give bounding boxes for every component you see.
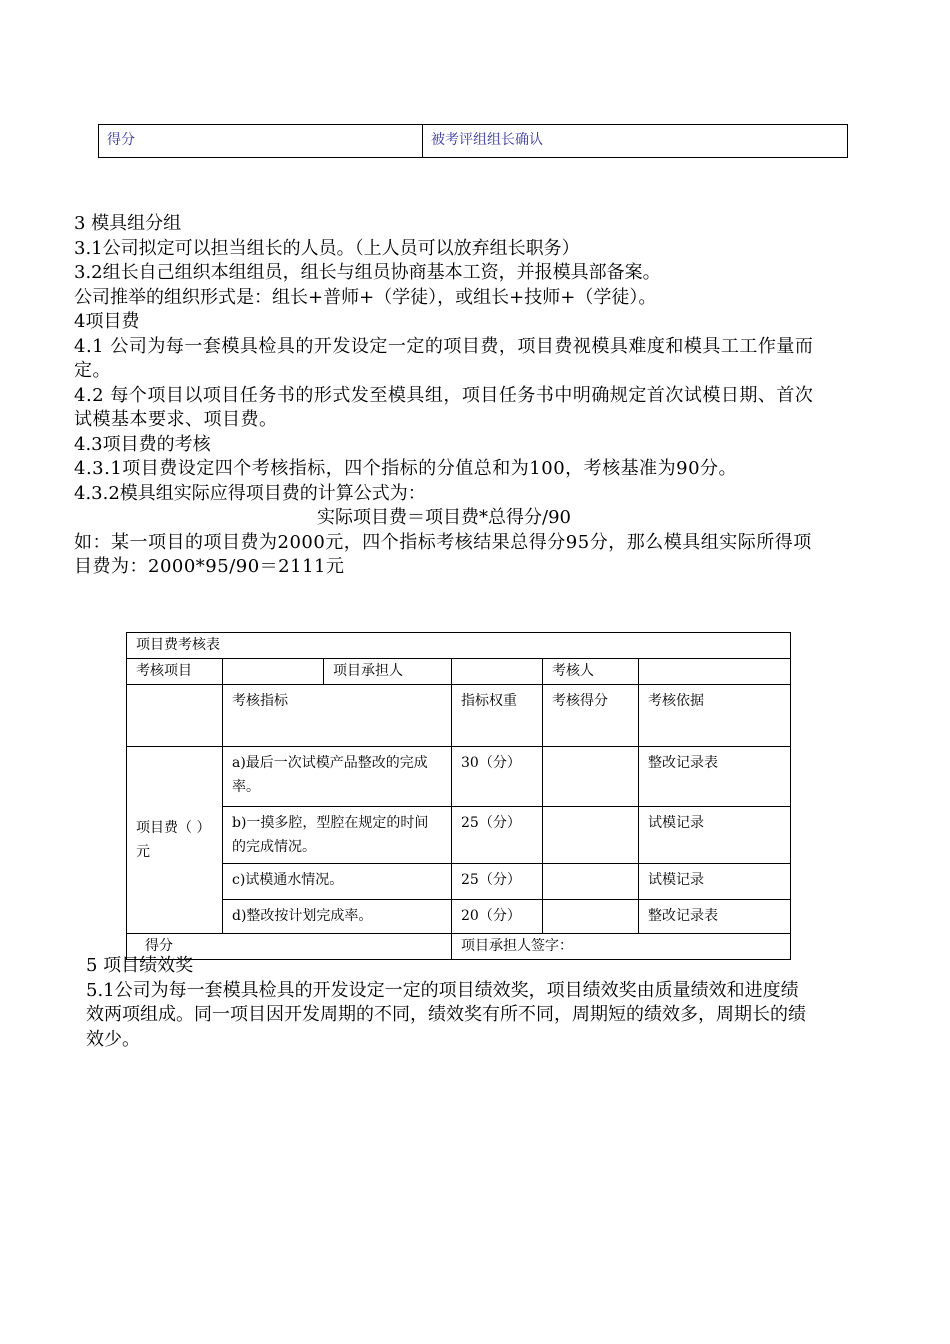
paragraph-4-3: 4.3项目费的考核	[74, 433, 211, 455]
indicator-d: d)整改按计划完成率。	[223, 900, 452, 934]
value-project-owner	[452, 659, 543, 685]
project-fee-table	[126, 632, 791, 960]
section5	[86, 954, 806, 1052]
score-a	[543, 747, 639, 807]
label-project-owner: 项目承担人	[324, 659, 452, 685]
value-assess-item	[223, 659, 324, 685]
basis-d: 整改记录表	[639, 900, 791, 934]
table-row	[127, 807, 791, 864]
weight-c: 25（分）	[452, 864, 543, 900]
table-row	[127, 747, 791, 807]
header-empty	[127, 685, 223, 747]
leader-confirm-cell: 被考评组组长确认	[431, 132, 543, 148]
formula: 实际项目费＝项目费*总得分/90	[317, 507, 571, 528]
score-cell: 得分	[99, 125, 423, 157]
paragraph-4-1: 4.1 公司为每一套模具检具的开发设定一定的项目费，项目费视模具难度和模具工工作量而定。	[74, 335, 814, 381]
basis-c: 试模记录	[639, 864, 791, 900]
indicator-b: b)一摸多腔，型腔在规定的时间的完成情况。	[223, 807, 452, 864]
header-weight: 指标权重	[452, 685, 543, 747]
table-row	[127, 864, 791, 900]
row-label-project-fee: 项目费（ ）元	[127, 747, 223, 934]
table-row	[127, 900, 791, 934]
score-confirm-table	[98, 124, 848, 158]
paragraph-5-1: 5.1公司为每一套模具检具的开发设定一定的项目绩效奖，项目绩效奖由质量绩效和进度绩效两项组成。同一项目因开发周期的不同，绩效奖有所不同，周期短的绩效多，周期长的绩效少。	[86, 979, 806, 1050]
score-d	[543, 900, 639, 934]
paragraph-3-2-line1: 3.2组长自己组织本组组员，组长与组员协商基本工资，并报模具部备案。	[74, 262, 661, 283]
value-assessor	[639, 659, 791, 685]
example: 如：某一项目的项目费为2000元，四个指标考核结果总得分95分，那么模具组实际所得项目费为：2000*95/90＝2111元	[74, 531, 812, 577]
score-c	[543, 864, 639, 900]
header-basis: 考核依据	[639, 685, 791, 747]
paragraph-3-1: 3.1公司拟定可以担当组长的人员。（上人员可以放弃组长职务）	[74, 237, 580, 259]
paragraph-4-3-1: 4.3.1项目费设定四个考核指标，四个指标的分值总和为100，考核基准为90分。	[74, 458, 738, 479]
weight-d: 20（分）	[452, 900, 543, 934]
weight-a: 30（分）	[452, 747, 543, 807]
indicator-a: a)最后一次试模产品整改的完成率。	[223, 747, 452, 807]
footer-score: 得分	[127, 934, 452, 960]
indicator-c: c)试模通水情况。	[223, 864, 452, 900]
basis-a: 整改记录表	[639, 747, 791, 807]
label-assessor: 考核人	[543, 659, 639, 685]
paragraph-3-2-line2: 公司推举的组织形式是：组长+普师+（学徒），或组长+技师+（学徒）。	[74, 286, 657, 308]
table-title: 项目费考核表	[127, 633, 791, 659]
footer-owner-signature: 项目承担人签字：	[452, 934, 791, 960]
header-score: 考核得分	[543, 685, 639, 747]
basis-b: 试模记录	[639, 807, 791, 864]
header-indicator: 考核指标	[223, 685, 452, 747]
label-assess-item: 考核项目	[127, 659, 223, 685]
section4-heading: 4项目费	[74, 311, 140, 332]
paragraph-4-2: 4.2 每个项目以项目任务书的形式发至模具组，项目任务书中明确规定首次试模日期、首次试模基本要求、项目费。	[74, 384, 814, 430]
section3-heading: 3 模具组分组	[74, 213, 182, 234]
weight-b: 25（分）	[452, 807, 543, 864]
paragraph-4-3-2: 4.3.2模具组实际应得项目费的计算公式为：	[74, 482, 426, 504]
score-b	[543, 807, 639, 864]
section5-heading: 5 项目绩效奖	[86, 955, 194, 976]
main-text	[74, 212, 814, 580]
